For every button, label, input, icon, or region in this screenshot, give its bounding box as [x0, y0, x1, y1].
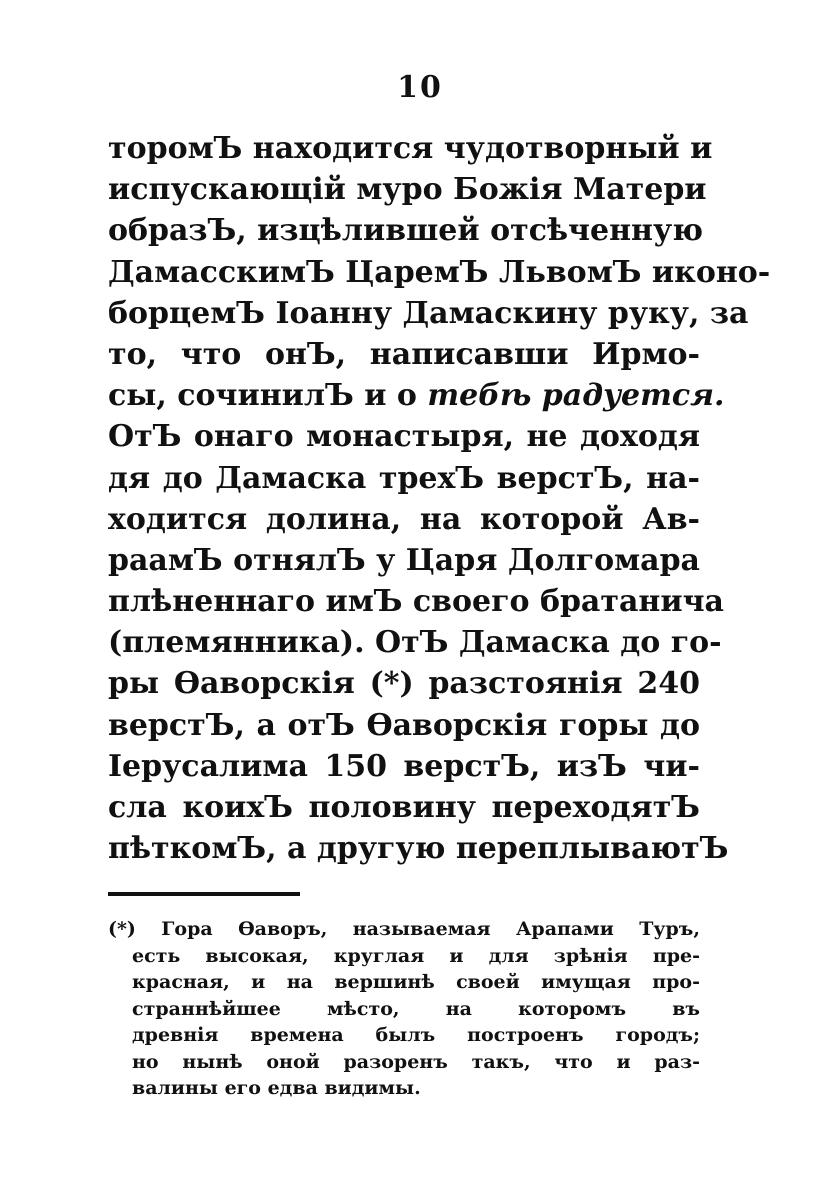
- footnote-line: (*) Гора Ѳаворъ, называемая Арапами Туръ,: [108, 918, 700, 940]
- text-line-segment: сы, сочинилЪ и о: [108, 378, 428, 414]
- text-line: испускающій муро Божія Матери: [108, 172, 707, 208]
- main-text-block: [108, 128, 771, 869]
- text-line: раамЪ отнялЪ у Царя Долгомара: [108, 542, 700, 578]
- text-line: ДамасскимЪ ЦаремЪ ЛьвомЪ иконо-: [108, 254, 771, 290]
- footnote-line: красная, и на вершинѣ своей имущая про-: [132, 971, 700, 993]
- footnote-line: валины его едва видимы.: [132, 1077, 421, 1099]
- text-line: торомЪ находится чудотворный и: [108, 131, 713, 166]
- text-line: верстЪ, а отЪ Ѳаворскія горы до: [108, 707, 700, 743]
- footnote-line: страннѣйшее мѣсто, на которомъ въ: [132, 997, 700, 1020]
- text-line: образЪ, изцѣлившей отсѣченную: [108, 213, 703, 249]
- page-number: 10: [397, 70, 443, 105]
- text-line: дя до Дамаска трехЪ верстЪ, на-: [108, 460, 700, 496]
- footnote-divider: [108, 892, 300, 896]
- footnote-line: но нынѣ оной разоренъ такъ, что и раз-: [132, 1050, 700, 1073]
- text-line: сла коихЪ половину переходятЪ: [108, 790, 700, 825]
- text-line: борцемЪ Іоанну Дамаскину руку, за: [108, 295, 749, 331]
- text-line: то, что онЪ, написавши Ирмо-: [108, 336, 700, 372]
- text-line: ОтЪ онаго монастыря, не доходя: [108, 419, 700, 455]
- text-line: плѣненнаго имЪ своего братанича: [108, 584, 724, 620]
- text-line: Іерусалима 150 верстЪ, изЪ чи-: [108, 748, 700, 784]
- text-line: пѣткомЪ, а другую переплываютЪ: [108, 831, 729, 867]
- text-line: (племянника). ОтЪ Дамаска до го-: [108, 625, 722, 661]
- footnote-line: древнія времена былъ построенъ городъ;: [132, 1024, 700, 1046]
- text-line: ходится долина, на которой Ав-: [108, 501, 700, 537]
- text-line-with-italic: [108, 375, 725, 416]
- footnote-block: [108, 916, 700, 1102]
- footnote-line: есть высокая, круглая и для зрѣнія пре-: [132, 944, 700, 967]
- italic-phrase: тебѣ радуется.: [427, 378, 725, 414]
- text-line: ры Ѳаворскія (*) разстоянія 240: [108, 666, 700, 702]
